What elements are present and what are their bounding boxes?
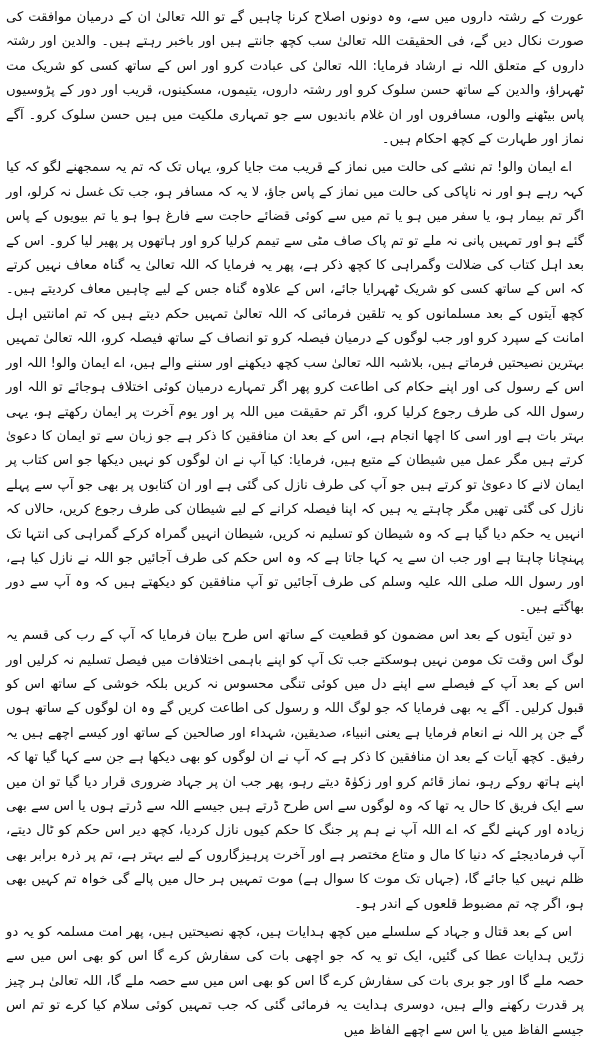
paragraph-family-reconciliation: عورت کے رشتہ داروں میں سے، وہ دونوں اصلاح کرنا چاہیں گے تو اللہ تعالیٰ ان کے درمیان موافقت کی صورت نکال دیں گے، فی الحقیقت اللہ تعالیٰ سب کچھ جانتے ہیں اور باخبر رہتے ہیں۔ والدین اور رشتہ داروں کے متعلق اللہ نے ارشاد فرمایا: اللہ تعالیٰ کی عبادت کرو اور اس کے ساتھ کسی کو شریک مت ٹھہراؤ، والدین کے ساتھ حسن سلوک کرو اور رشتہ داروں، یتیموں، مسکینوں، قریب اور دور کے پڑوسیوں پاس بیٹھنے والوں، مسافروں اور ان غلام باندیوں سے جو تمہاری ملکیت میں ہیں حسن سلوک کرو۔ آگے نماز اور طہارت کے کچھ احکام ہیں۔ [6, 10, 584, 148]
paragraph-obedience-and-jihad: دو تین آیتوں کے بعد اس مضمون کو قطعیت کے ساتھ اس طرح بیان فرمایا کہ آپ کے رب کی قسم یہ لوگ اس وقت تک مومن نہیں ہوسکتے جب تک آپ کو اپنے باہمی اختلافات میں فیصل تسلیم نہ کرلیں اور اس کے بعد آپ کے فیصلے سے اپنے دل میں کوئی تنگی محسوس نہ کریں بلکہ خوشی کے ساتھ اس کو قبول کرلیں۔ آگے یہ بھی فرمایا کہ جو لوگ اللہ و رسول کی اطاعت کریں گے وہ ان لوگوں کے ساتھ ہوں گے جن پر اللہ نے انعام فرمایا ہے یعنی انبیاء، صدیقین، شہداء اور صالحین کے ساتھ اور کیسے اچھے ہیں یہ رفیق۔ کچھ آیات کے بعد ان منافقین کا ذکر ہے کہ آپ نے ان لوگوں کو بھی دیکھا ہے جن سے کہا گیا تھا کہ اپنے ہاتھ روکے رہو، نماز قائم کرو اور زکوٰۃ دیتے رہو، پھر جب ان پر جہاد ضروری قرار دیا گیا تو ان میں سے ایک فریق کا حال یہ تھا کہ وہ لوگوں سے اس طرح ڈرتے ہیں جیسے اللہ سے ڈرتے ہوں یا اس سے بھی زیادہ اور کہنے لگے کہ اے اللہ آپ نے ہم پر جنگ کا حکم کیوں نازل کردیا، کچھ دیر اس حکم کو ٹال دیتے، آپ فرمادیجئے کہ دنیا کا مال و متاع مختصر ہے اور آخرت پرہیزگاروں کے لیے بہتر ہے، تم پر ذرہ برابر بھی ظلم نہیں کیا جائے گا، (جہاں تک موت کا سوال ہے) موت تمہیں ہر حال میں پالے گی خواہ تم کہیں بھی ہو، اگر چہ تم مضبوط قلعوں کے اندر ہو۔ [6, 628, 584, 912]
paragraph-intercession-and-greeting: اس کے بعد قتال و جہاد کے سلسلے میں کچھ ہدایات ہیں، کچھ نصیحتیں ہیں، پھر امت مسلمہ کو یہ دو زرّیں ہدایات عطا کی گئیں، ایک تو یہ کہ جو اچھی بات کی سفارش کرے گا اس کو بھی اس میں سے حصہ ملے گا اور جو بری بات کی سفارش کرے گا اس کو بھی اس میں سے حصہ ملے گا، اللہ تعالیٰ ہر چیز پر قدرت رکھنے والے ہیں، دوسری ہدایت یہ فرمائی گئی کہ جب تمہیں کوئی سلام کیا کرے تو تم اس جیسے الفاظ میں یا اس سے اچھے الفاظ میں [6, 925, 584, 1038]
paragraph-prayer-and-trusts: اے ایمان والو! تم نشے کی حالت میں نماز کے قریب مت جایا کرو، یہاں تک کہ تم یہ سمجھنے لگو کہ کیا کہہ رہے ہو اور نہ ناپاکی کی حالت میں نماز کے پاس جاؤ، لا یہ کہ مسافر ہو، جب تک غسل نہ کرلو، اور اگر تم بیمار ہو، یا سفر میں ہو یا تم میں سے کوئی قضائے حاجت سے فارغ ہوا ہو یا تم بیویوں کے پاس گئے ہو اور تمہیں پانی نہ ملے تو تم پاک صاف مٹی سے تیمم کرلیا کرو اور ہاتھوں پر پھیر لیا کرو۔ اس کے بعد اہل کتاب کی ضلالت وگمراہی کا کچھ ذکر ہے، پھر یہ فرمایا کہ اللہ تعالیٰ یہ گناہ معاف نہیں کرتے کہ اس کے ساتھ کسی کو شریک ٹھہرایا جائے، اس کے علاوہ گناہ جس کے لیے چاہیں معاف کردیتے ہیں۔ کچھ آیتوں کے بعد مسلمانوں کو یہ تلقین فرمائی کہ اللہ تعالیٰ تمہیں حکم دیتے ہیں کہ تم امانتیں اہل امانت کے سپرد کرو اور جب لوگوں کے درمیان فیصلہ کرو تو انصاف کے ساتھ فیصلہ کرو، اللہ تعالیٰ تمہیں بہترین نصیحتیں فرماتے ہیں، بلاشبہ اللہ تعالیٰ سب کچھ دیکھنے اور سننے والے ہیں، اے ایمان والو! اللہ اور اس کے رسول کی اور اپنے حکام کی اطاعت کرو پھر اگر تمہارے درمیان کوئی اختلاف ہوجائے تو اللہ اور رسول اللہ کی طرف رجوع کرلیا کرو، اگر تم حقیقت میں اللہ پر اور یوم آخرت پر ایمان رکھتے ہو، یہی بہتر بات ہے اور اسی کا اچھا انجام ہے، اس کے بعد ان منافقین کا ذکر ہے جو زبان سے تو ایمان کا دعویٰ کرتے ہیں مگر عمل میں شیطان کے متبع ہیں، فرمایا: کیا آپ نے ان لوگوں کو نہیں دیکھا جو اس کتاب پر ایمان لانے کا دعویٰ تو کرتے ہیں جو آپ کی طرف نازل کی گئی ہے اور ان کتابوں پر بھی جو آپ سے پہلے نازل کی گئی تھیں مگر چاہتے یہ ہیں کہ اپنا فیصلہ کرانے کے لیے شیطان کی طرف رجوع کریں، حالاں کہ انہیں یہ حکم دیا گیا ہے کہ وہ شیطان کو تسلیم نہ کریں، شیطان انہیں گمراہ کرکے گمراہی کی انتہا تک پہنچانا چاہتا ہے اور جب ان سے یہ کہا جاتا ہے کہ وہ اس حکم کی طرف آجائیں جو اللہ نے نازل کیا ہے، اور رسول اللہ صلی اللہ علیہ وسلم کی طرف آجائیں تو آپ منافقین کو دیکھتے ہیں کہ وہ آپ سے دور بھاگتے ہیں۔ [6, 160, 584, 615]
